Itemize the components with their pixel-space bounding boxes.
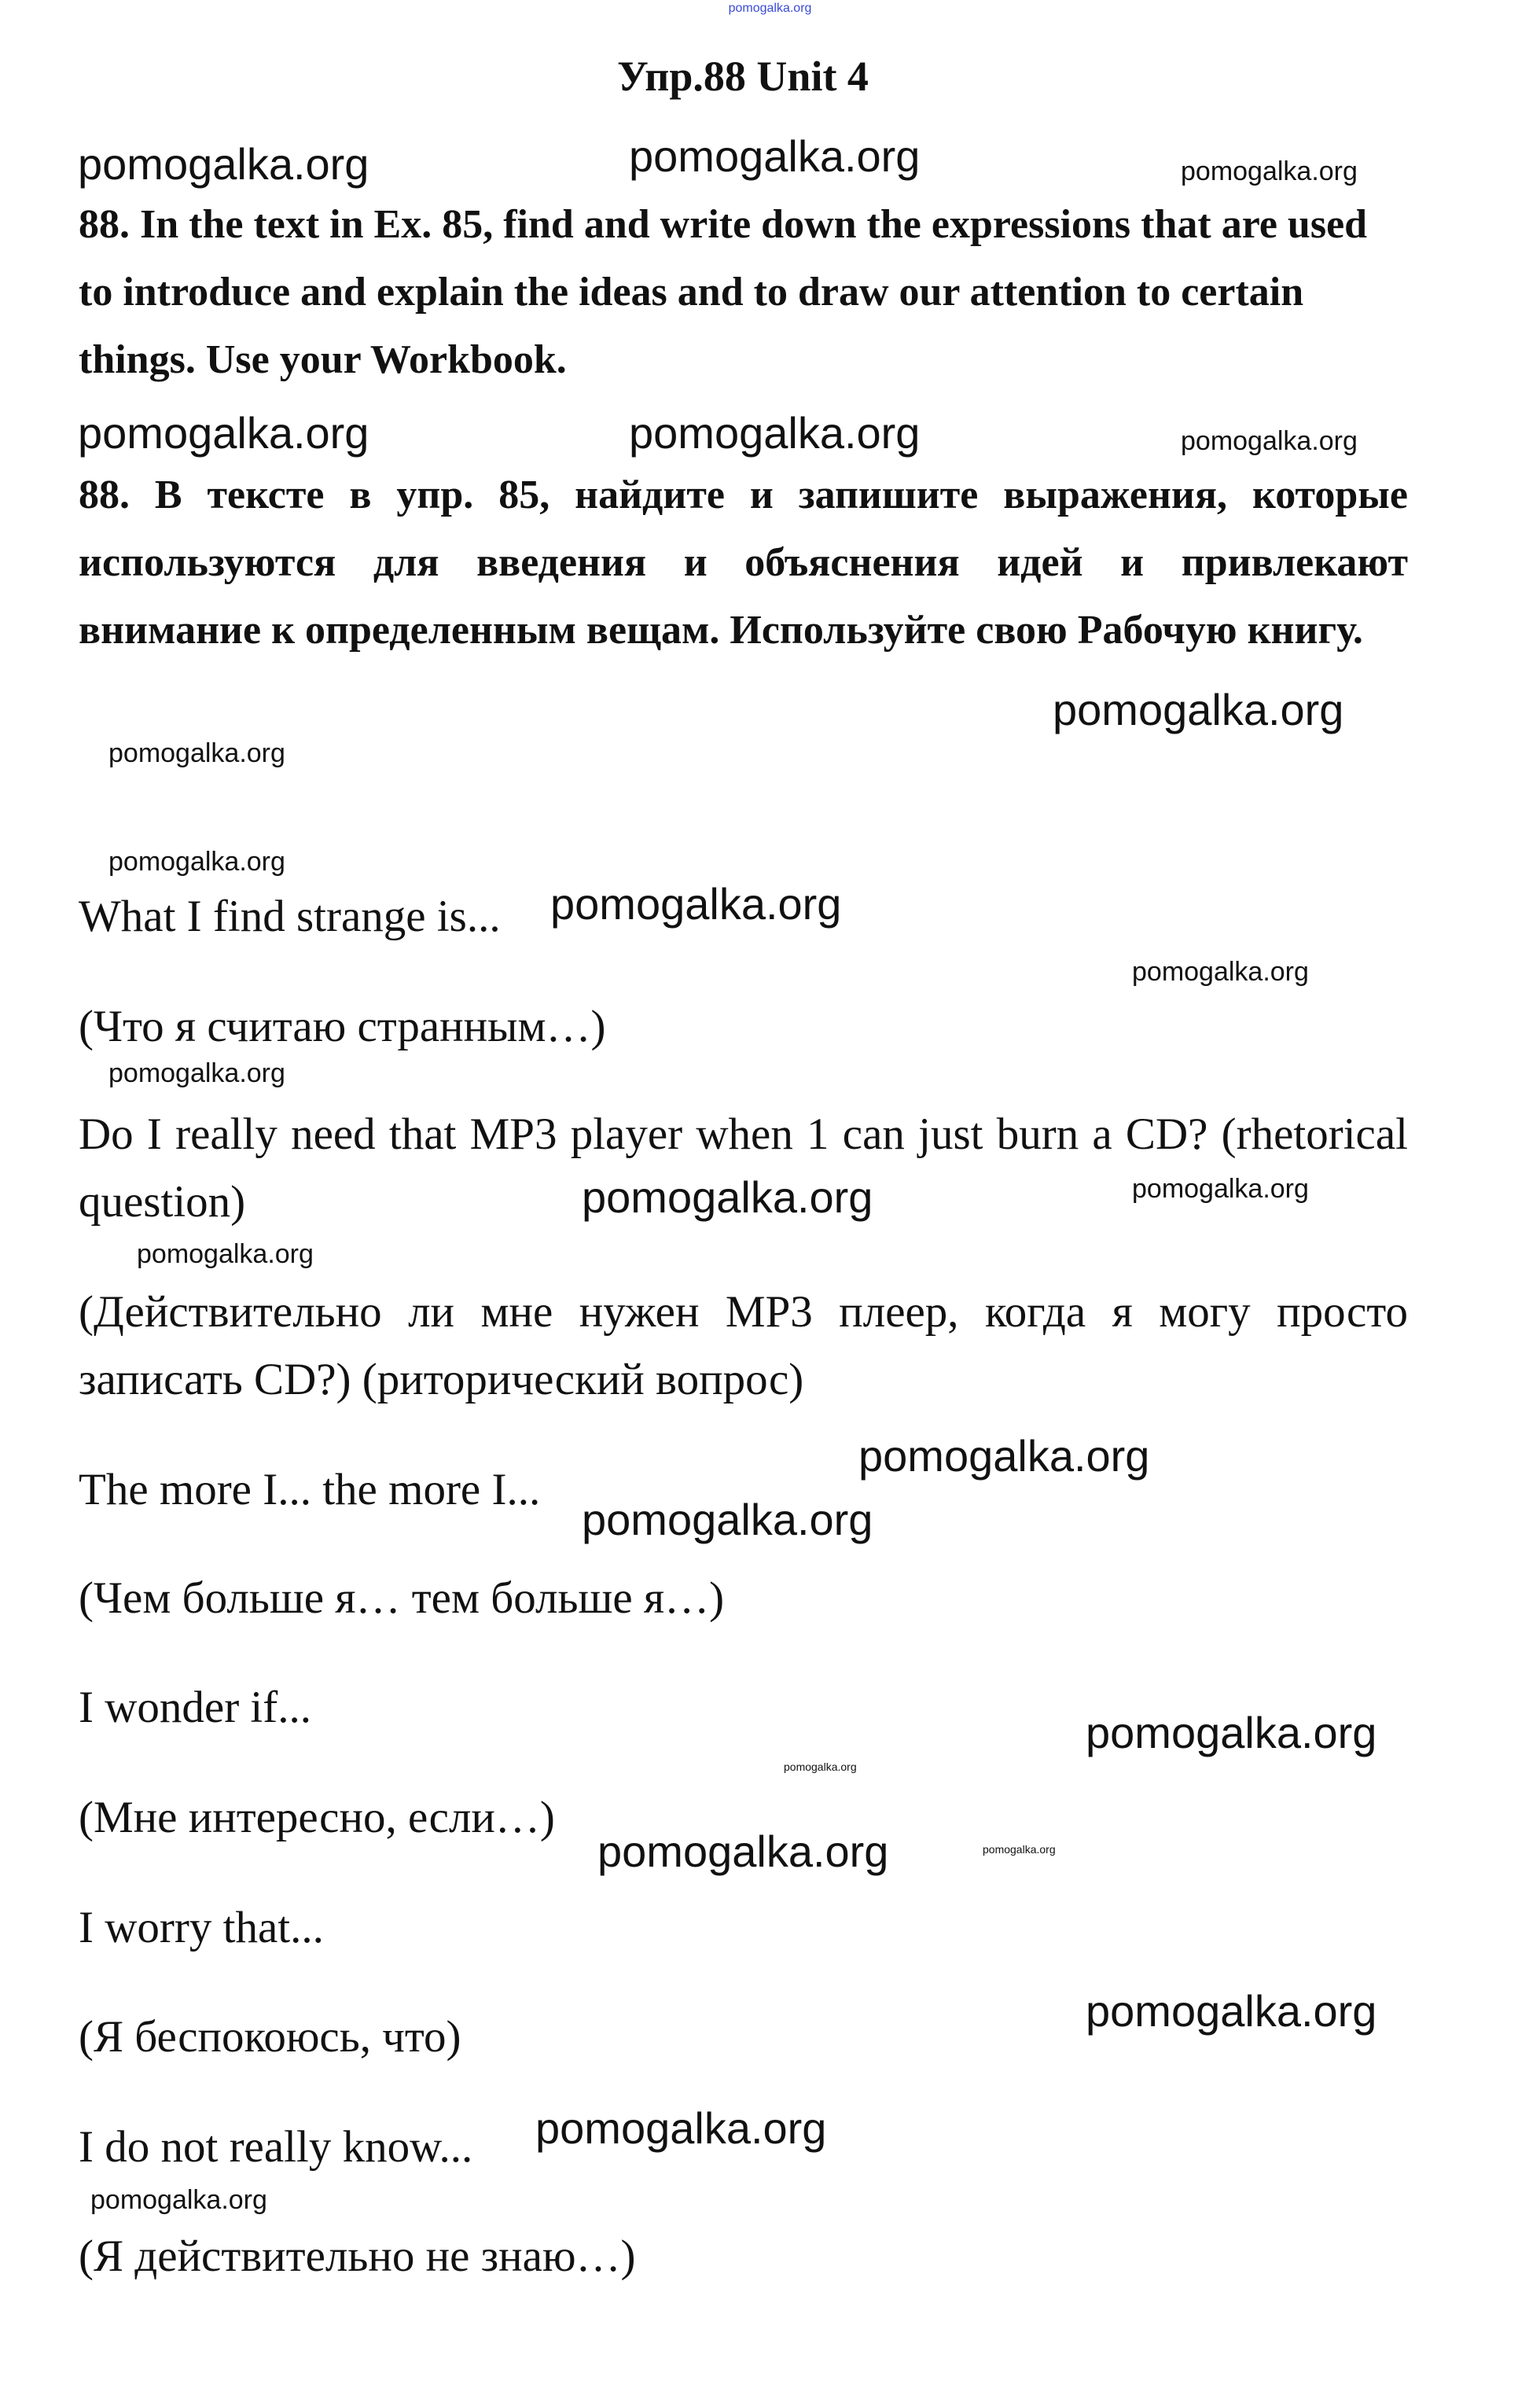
task-english: 88. In the text in Ex. 85, find and write down the expressions that are used to introduce and explain the ideas and to draw our attention to certain things. Use your Workbook. [79,202,1368,382]
answer-line: I worry that... [79,1903,324,1952]
watermark: pomogalka.org [629,131,921,181]
answer-line: (Что я считаю странным…) [79,1002,606,1051]
watermark: pomogalka.org [597,1827,889,1876]
answer-line: The more I... the more I... [79,1465,541,1514]
watermark: pomogalka.org [1053,685,1344,734]
watermark: pomogalka.org [78,408,369,458]
watermark: pomogalka.org [108,1058,285,1088]
answer-line: I do not really know... [79,2122,473,2172]
answer-line: (Мне интересно, если…) [79,1793,555,1842]
watermark: pomogalka.org [728,2,812,15]
watermark: pomogalka.org [582,1495,873,1544]
watermark: pomogalka.org [1181,426,1358,456]
watermark: pomogalka.org [784,1760,857,1773]
answer-line: (Я беспокоюсь, что) [79,2012,461,2062]
watermark: pomogalka.org [1086,1708,1377,1757]
page-title: Упр.88 Unit 4 [617,53,869,100]
watermark: pomogalka.org [858,1431,1150,1481]
answer-line: (Действительно ли мне нужен MP3 плеер, когда я могу просто записать CD?) (риторический вопрос) [79,1287,1408,1404]
watermark: pomogalka.org [1086,1986,1377,2036]
watermark: pomogalka.org [629,408,921,458]
watermark: pomogalka.org [1181,156,1358,186]
watermark: pomogalka.org [90,2185,267,2215]
task-russian: 88. В тексте в упр. 85, найдите и запишите выражения, которые используются для введения и объяснения идей и привлекают внимание к определенным вещам. Используйте свою Рабочую книгу. [79,473,1408,653]
watermark: pomogalka.org [137,1239,314,1269]
answer-line: (Я действительно не знаю…) [79,2231,636,2281]
answer-line: Do I really need that MP3 player when 1 can just burn a CD? (rhetorical question) [79,1109,1408,1227]
watermark: pomogalka.org [582,1172,873,1222]
watermark: pomogalka.org [535,2103,827,2153]
watermark: pomogalka.org [78,139,369,189]
watermark: pomogalka.org [108,738,285,768]
answer-line: I wonder if... [79,1683,311,1732]
watermark: pomogalka.org [1132,957,1309,987]
watermark: pomogalka.org [550,879,842,929]
watermark: pomogalka.org [983,1843,1056,1856]
watermark: pomogalka.org [108,847,285,877]
answer-line: What I find strange is... [79,892,501,941]
watermark: pomogalka.org [1132,1174,1309,1204]
answer-line: (Чем больше я… тем больше я…) [79,1573,725,1623]
